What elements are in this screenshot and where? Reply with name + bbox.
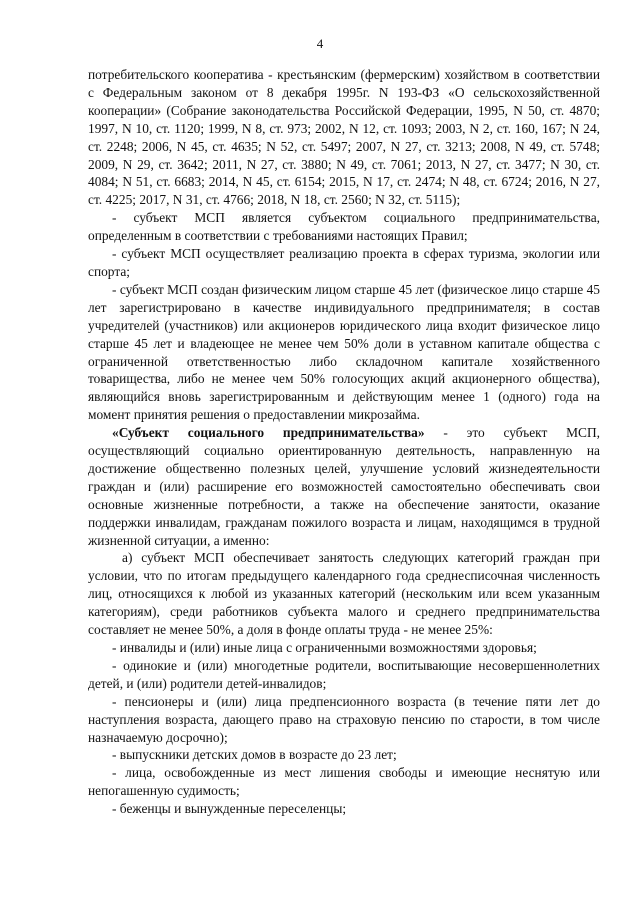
definition-paragraph xyxy=(88,424,600,549)
page-number: 4 xyxy=(316,36,324,51)
definition-text: - это субъект МСП, осуществляющий социально ориентированную деятельность, направленную на достижение общественно полезных целей, улучшение условий жизнедеятельности граждан и (или) расширение его возможностей самостоятельно обеспечивать свои основные жизненные потребности, а также на обеспечение занятости, оказание поддержки инвалидам, гражданам пожилого возраста и лицам, находящимся в трудной жизненной ситуации, а именно: xyxy=(88,425,600,548)
category-item: - беженцы и вынужденные переселенцы; xyxy=(112,801,347,817)
category-item: - инвалиды и (или) иные лица с ограниченными возможностями здоровья; xyxy=(112,640,537,655)
defined-term: «Субъект социального предпринимательства» xyxy=(112,425,425,441)
item-a: а) субъект МСП обеспечивает занятость следующих категорий граждан при условии, что по итогам предыдущего календарного года среднесписочная численность лиц, относящихся к любой из указанных категорий (нескольким или всем указанным категориям), среди работников субъекта малого и среднего предпринимательства составляет не менее 50%, а доля в фонде оплаты труда - не менее 25%: xyxy=(88,550,600,638)
list-item-tourism-project: - субъект МСП осуществляет реализацию проекта в сферах туризма, экологии или спорта; xyxy=(88,246,600,279)
document-body xyxy=(88,66,600,818)
list-item-founder-over-45: - субъект МСП создан физическим лицом старше 45 лет (физическое лицо старше 45 лет зарегистрировано в качестве индивидуального предпринимателя; в состав учредителей (участников) или акционеров юридического лица входит физическое лицо старше 45 лет и владеющее не менее чем 50% доли в уставном капитале общества с ограниченной ответственностью либо складочном капитале хозяйственного товарищества, либо не менее чем 50% голосующих акций акционерного общества), являющийся вновь зарегистрированным и действующим менее 1 (одного) года на момент принятия решения о предоставлении микрозайма. xyxy=(88,281,600,423)
list-item-social-entrepreneur: - субъект МСП является субъектом социального предпринимательства, определенным в соответствии с требованиями настоящих Правил; xyxy=(88,210,600,244)
paragraph-cooperative-law: потребительского кооператива - крестьянским (фермерским) хозяйством в соответствии с Федеральным законом от 8 декабря 1995г. N 193-ФЗ «О сельскохозяйственной кооперации» (Собрание законодательства Российской Федерации, 1995, N 50, ст. 4870; 1997, N 10, ст. 1120; 1999, N 8, ст. 973; 2002, N 12, ст. 1093; 2003, N 2, ст. 160, 167; N 24, ст. 2248; 2006, N 45, ст. 4635; N 52, ст. 5497; 2007, N 27, ст. 3213; 2008, N 49, ст. 5748; 2009, N 29, ст. 3642; 2011, N 27, ст. 3880; N 49, ст. 7061; 2013, N 27, ст. 3477; N 30, ст. 4084; N 51, ст. 6683; 2014, N 45, ст. 6154; 2015, N 17, ст. 2474; N 48, ст. 6724; 2016, N 27, ст. 4225; 2017, N 31, ст. 4766; 2018, N 18, ст. 2560; N 32, ст. 5115); xyxy=(88,67,600,208)
category-item: - выпускники детских домов в возрасте до 23 лет; xyxy=(112,747,397,763)
category-item: - пенсионеры и (или) лица предпенсионного возраста (в течение пяти лет до наступления возраста, дающего право на страховую пенсию по старости, в том числе назначаемую досрочно); xyxy=(88,693,600,745)
category-item: - одинокие и (или) многодетные родители, воспитывающие несовершеннолетних детей, и (или) родители детей-инвалидов; xyxy=(88,657,600,691)
category-item: - лица, освобожденные из мест лишения свободы и имеющие неснятую или непогашенную судимость; xyxy=(88,765,600,799)
